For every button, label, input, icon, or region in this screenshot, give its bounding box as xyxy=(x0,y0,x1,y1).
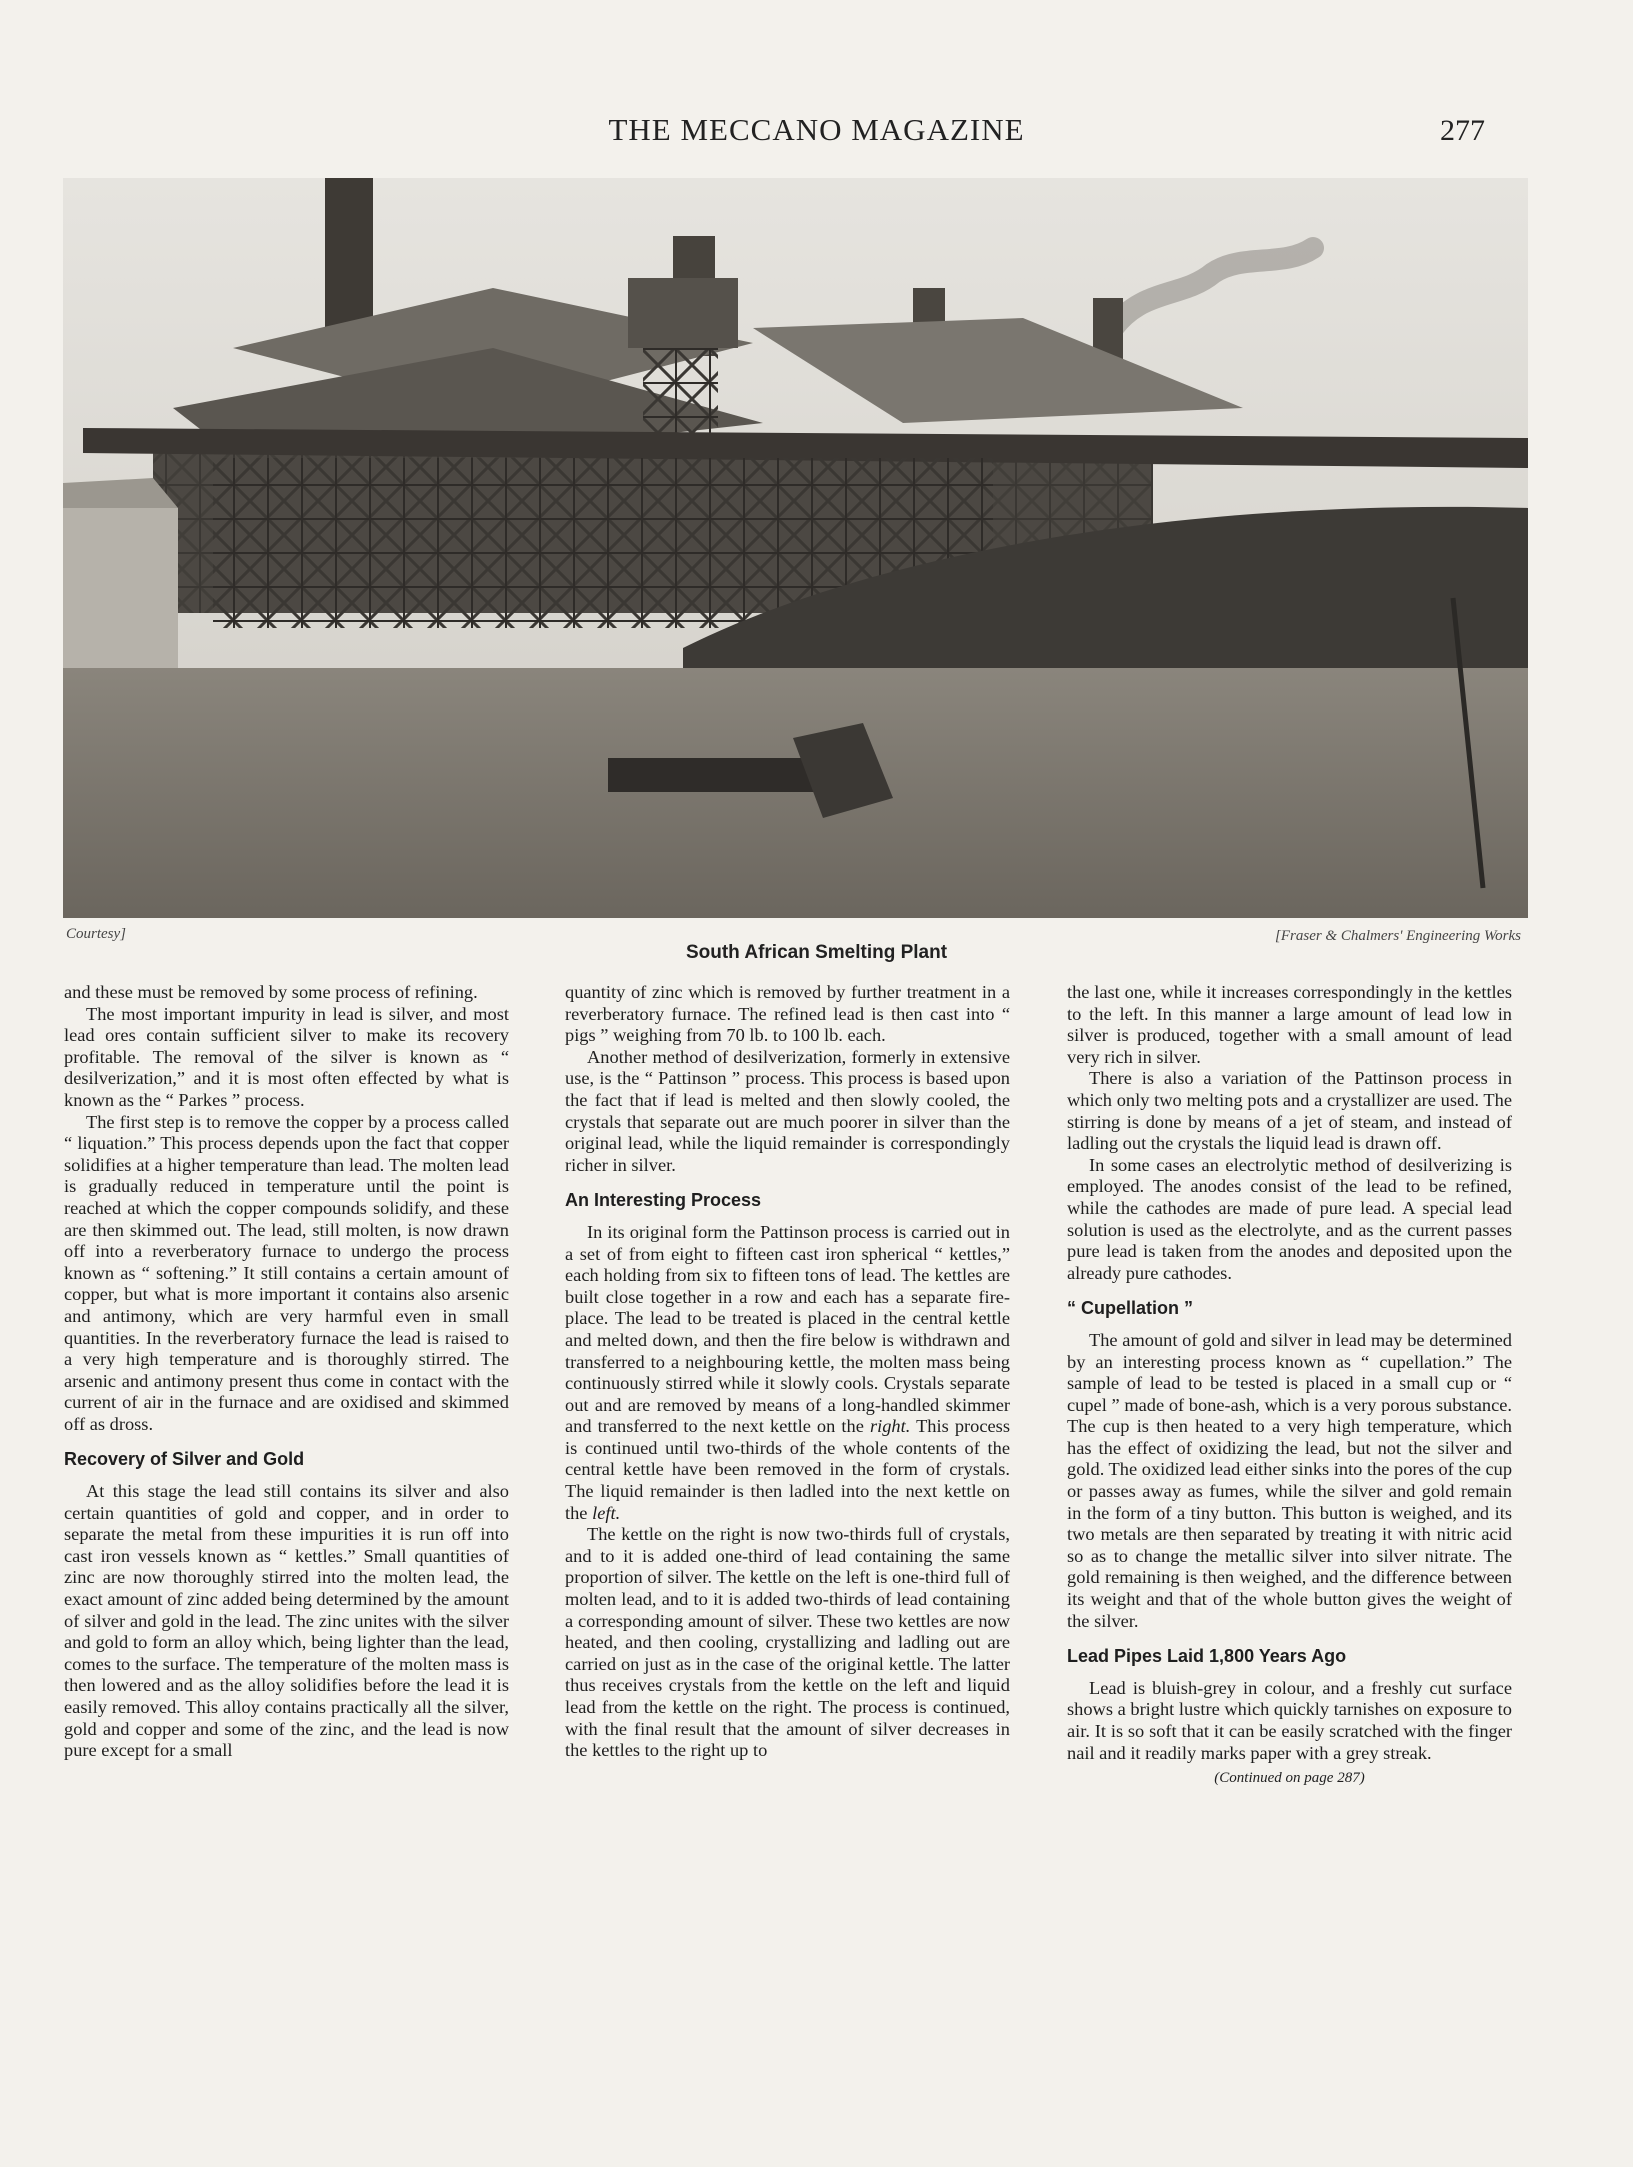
page-number: 277 xyxy=(1440,114,1485,147)
paragraph-text: This process is continued until two-thirds of the whole contents of the central kettle have been removed in the form of crystals. The liquid remainder is then ladled into the next kettle on the xyxy=(565,1416,1010,1523)
subheading: An Interesting Process xyxy=(565,1190,762,1211)
paragraph: Another method of desilverization, formerly in extensive use, is the “ Pattinson ” process. This process is based upon the fact that if lead is melted and then slowly cooled, the crystals that separate out are much poorer in silver than the original lead, while the liquid remainder is correspondingly richer in silver. xyxy=(565,1046,1010,1175)
paragraph: The first step is to remove the copper by a process called “ liquation.” This process depends upon the fact that copper solidifies at a higher temperature than lead. The molten lead is gradually reduced in temperature until the point is reached at which the copper compounds solidify, and these are then skimmed out. The lead, still molten, is now drawn off into a reverberatory furnace to undergo the process known as “ softening.” It still contains a certain amount of copper, but what is more important it contains also arsenic and antimony, which are very harmful even in small quantities. In the reverberatory furnace the lead is raised to a very high temperature and is thoroughly stirred. The arsenic and antimony present thus come in contact with the current of air in the furnace and are oxidised and skimmed off as dross. xyxy=(64,1111,509,1434)
subheading: “ Cupellation ” xyxy=(1067,1298,1193,1319)
smelting-plant-photo xyxy=(63,178,1528,918)
paragraph: At this stage the lead still contains its silver and also certain quantities of gold and copper, and in order to separate the metal from these impurities it is run off into cast iron vessels known as “ kettles.” Small quantities of zinc are now thoroughly stirred into the molten lead, the exact amount of zinc added being determined by the amount of silver and gold in the lead. The zinc unites with the silver and gold to form an alloy which, being lighter than the lead, comes to the surface. The temperature of the molten mass is then lowered and as the alloy solidifies before the lead it is easily removed. This alloy contains practically all the silver, gold and copper and some of the zinc, and the lead is now pure except for a small xyxy=(64,1481,509,1761)
photo-credit-right: [Fraser & Chalmers' Engineering Works xyxy=(1275,928,1521,944)
paragraph: The kettle on the right is now two-thirds full of crystals, and to it is added one-third of lead containing the same proportion of silver. The kettle on the left is one-third full of molten lead, and to it is added two-thirds of lead containing a corresponding amount of silver. These two kettles are now heated, and then cooling, crystallizing and ladling out are carried on just as in the case of the original kettle. The latter thus receives crystals from the kettle on the left and liquid lead from the kettle on the right. The process is continued, with the final result that the amount of silver decreases in the kettles to the right up to xyxy=(565,1524,1010,1761)
paragraph xyxy=(565,1222,1010,1524)
emphasis-left: left. xyxy=(592,1502,621,1523)
magazine-title: THE MECCANO MAGAZINE xyxy=(608,112,1025,147)
paragraph: The amount of gold and silver in lead may be determined by an interesting process known as “ cupellation.” The sample of lead to be tested is placed in a small cup or “ cupel ” made of bone-ash, which is a very porous substance. The cup is then heated to a very high temperature, which has the effect of oxidizing the lead, but not the silver and gold. The oxidized lead either sinks into the pores of the cup or passes away as fumes, while the silver and gold remain in the form of a tiny button. This button is weighed, and its two metals are then separated by treating it with nitric acid so as to change the metallic silver into silver nitrate. The gold remaining is then weighed, and the difference between its weight and that of the whole button gives the weight of the silver. xyxy=(1067,1329,1513,1631)
article-column-1 xyxy=(64,982,509,1762)
paragraph: There is also a variation of the Pattinson process in which only two melting pots and a crystallizer are used. The stirring is done by means of a jet of steam, and instead of ladling out the crystals the liquid lead is drawn off. xyxy=(1067,1068,1512,1154)
paragraph: the last one, while it increases correspondingly in the kettles to the left. In this manner a large amount of lead low in silver is produced, together with a small amount of lead very rich in silver. xyxy=(1067,982,1512,1067)
paragraph: In some cases an electrolytic method of desilverizing is employed. The anodes consist of the lead to be refined, while the cathodes are made of pure lead. A special lead solution is used as the electrolyte, and as the current passes pure lead is taken from the anodes and deposited upon the already pure cathodes. xyxy=(1067,1154,1512,1283)
continued-note: (Continued on page 287) xyxy=(1214,1770,1365,1787)
subheading: Lead Pipes Laid 1,800 Years Ago xyxy=(1067,1646,1347,1667)
subheading: Recovery of Silver and Gold xyxy=(64,1449,305,1470)
page-header xyxy=(0,112,1633,162)
photo-credit-left: Courtesy] xyxy=(66,926,126,942)
emphasis-right: right. xyxy=(869,1416,911,1437)
paragraph: and these must be removed by some process of refining. xyxy=(64,982,478,1002)
paragraph: Lead is bluish-grey in colour, and a freshly cut surface shows a bright lustre which quickly tarnishes on exposure to air. It is so soft that it can be easily scratched with the finger nail and it readily marks paper with a grey streak. xyxy=(1067,1677,1512,1763)
article-column-3 xyxy=(1067,982,1512,1790)
paragraph: The most important impurity in lead is silver, and most lead ores contain sufficient silver to make its recovery profitable. The removal of the silver is known as “ desilverization,” and it is most often effected by what is known as the “ Parkes ” process. xyxy=(64,1003,509,1110)
paragraph: quantity of zinc which is removed by further treatment in a reverberatory furnace. The refined lead is then cast into “ pigs ” weighing from 70 lb. to 100 lb. each. xyxy=(565,982,1010,1046)
article-column-2 xyxy=(565,982,1010,1762)
photo-caption: South African Smelting Plant xyxy=(685,942,948,963)
paragraph-text: In its original form the Pattinson process is carried out in a set of from eight to fifteen cast iron spherical “ kettles,” each holding from six to fifteen tons of lead. The kettles are built close together in a row and each has a separate fire-place. The lead to be treated is placed in the central kettle and melted down, and then the fire below is withdrawn and transferred to a neighbouring kettle, the molten mass being continuously stirred while it slowly cools. Crystals separate out and are removed by means of a long-handled skimmer and transferred to the next kettle on the xyxy=(565,1221,1010,1437)
